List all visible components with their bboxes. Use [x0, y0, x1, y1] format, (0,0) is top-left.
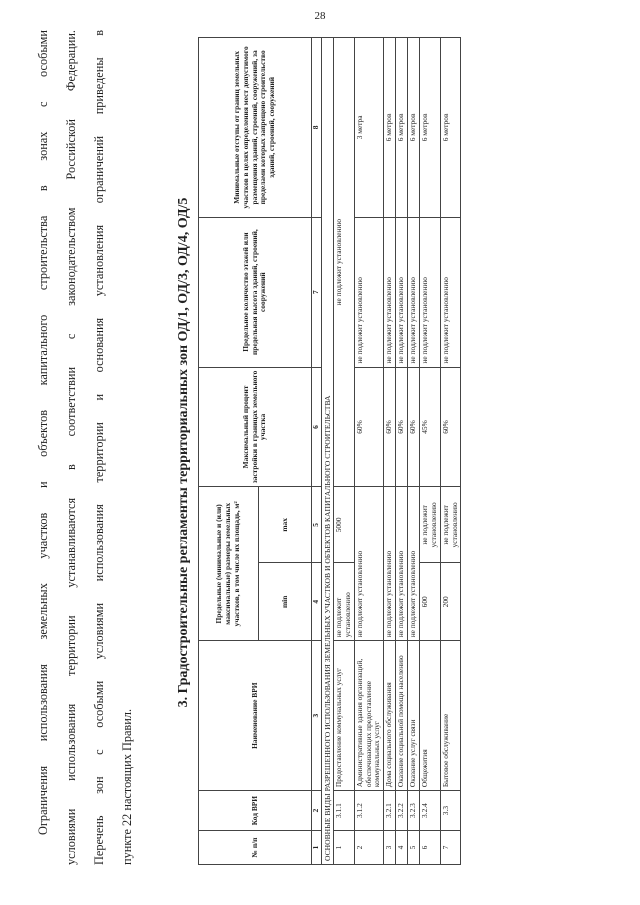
- row-setback: 6 метров: [440, 38, 461, 218]
- row-size-merged: не подлежит установлению: [396, 487, 408, 641]
- regulations-table: [198, 37, 461, 865]
- row-size-merged: не подлежит установлению: [354, 487, 384, 641]
- row-floors: не подлежит установлению: [333, 38, 354, 487]
- row-num: 7: [440, 831, 461, 865]
- section-title: 3. Градостроительные регламенты территориальных зон ОД/1, ОД/3, ОД/4, ОД/5: [176, 197, 191, 708]
- row-setback: 6 метров: [408, 38, 420, 218]
- header-percent: Максимальный процент застройки в границах земельного участка: [199, 367, 312, 487]
- row-setback: 6 метров: [419, 38, 440, 218]
- row-size-merged: не подлежит установлению: [408, 487, 420, 641]
- row-name: Дома социального обслуживания: [384, 641, 396, 791]
- col-number: 8: [312, 38, 322, 218]
- row-num: 4: [396, 831, 408, 865]
- row-setback: 3 метра: [354, 38, 384, 218]
- row-name: Общежития: [419, 641, 440, 791]
- header-code: Код ВРИ: [199, 791, 312, 831]
- row-num: 5: [408, 831, 420, 865]
- row-floors: не подлежит установлению: [384, 217, 396, 367]
- row-percent: 60%: [384, 367, 396, 487]
- col-number: 2: [312, 791, 322, 831]
- header-name: Наименование ВРИ: [199, 641, 312, 791]
- row-max: 5000: [333, 487, 354, 563]
- row-percent: 60%: [440, 367, 461, 487]
- col-number: 4: [312, 563, 322, 641]
- row-name: Оказание услуг связи: [408, 641, 420, 791]
- row-num: 3: [384, 831, 396, 865]
- row-setback: 6 метров: [396, 38, 408, 218]
- row-floors: не подлежит установлению: [419, 217, 440, 367]
- row-percent: 60%: [354, 367, 384, 487]
- row-name: Оказание социальной помощи населению: [396, 641, 408, 791]
- row-code: 3.1.2: [354, 791, 384, 831]
- col-number: 7: [312, 217, 322, 367]
- row-name: Предоставление коммунальных услуг: [333, 641, 354, 791]
- row-floors: не подлежит установлению: [396, 217, 408, 367]
- row-min: 600: [419, 563, 440, 641]
- row-percent: 45%: [419, 367, 440, 487]
- row-percent: 60%: [408, 367, 420, 487]
- row-floors: не подлежит установлению: [354, 217, 384, 367]
- row-max: не подлежит установлению: [440, 487, 461, 563]
- col-number: 5: [312, 487, 322, 563]
- header-size: Предельные (минимальные и (или) максимальные) размеры земельных участков, в том числе их площадь, м²: [199, 487, 259, 641]
- col-number: 6: [312, 367, 322, 487]
- col-number: 3: [312, 641, 322, 791]
- row-size-merged: не подлежит установлению: [384, 487, 396, 641]
- row-setback: 6 метров: [384, 38, 396, 218]
- row-code: 3.2.3: [408, 791, 420, 831]
- row-code: 3.2.4: [419, 791, 440, 831]
- header-num: № п/п: [199, 831, 312, 865]
- page-number: 28: [314, 10, 326, 22]
- row-floors: не подлежит установлению: [408, 217, 420, 367]
- row-min: 200: [440, 563, 461, 641]
- header-floors: Предельное количество этажей или предельная высота зданий, строений, сооружений: [199, 217, 312, 367]
- paragraph-line: условиями использования территории устанавливаются в соответствии с законодательством Российской Федерации.: [64, 30, 78, 865]
- paragraph-line: пункте 22 настоящих Правил.: [120, 708, 134, 865]
- row-code: 3.2.2: [396, 791, 408, 831]
- row-num: 2: [354, 831, 384, 865]
- row-min: не подлежит установлению: [333, 563, 354, 641]
- header-max: max: [259, 487, 312, 563]
- header-min: min: [259, 563, 312, 641]
- row-num: 6: [419, 831, 440, 865]
- section-row: ОСНОВНЫЕ ВИДЫ РАЗРЕШЕННОГО ИСПОЛЬЗОВАНИЯ ЗЕМЕЛЬНЫХ УЧАСТКОВ И ОБЪЕКТОВ КАПИТАЛЬНОГО СТРОИТЕЛЬСТВА: [321, 38, 333, 865]
- row-name: Административные здания организаций, обеспечивающих предоставление коммунальных услуг: [354, 641, 384, 791]
- col-number: 1: [312, 831, 322, 865]
- paragraph-line: Перечень зон с особыми условиями использования территории и основания установления ограничений приведены в: [92, 30, 106, 865]
- row-name: Бытовое обслуживание: [440, 641, 461, 791]
- row-floors: не подлежит установлению: [440, 217, 461, 367]
- row-code: 3.1.1: [333, 791, 354, 831]
- header-setback: Минимальные отступы от границ земельных участков в целях определения мест допустимого размещения зданий, строений, сооружений, за пределами которых запрещено строительство зданий, строений, сооружений: [199, 38, 312, 218]
- paragraph-line: Ограничения использования земельных участков и объектов капитального строительства в зонах с особыми: [36, 30, 50, 835]
- row-max: не подлежит установлению: [419, 487, 440, 563]
- row-num: 1: [333, 831, 354, 865]
- row-code: 3.3: [440, 791, 461, 831]
- row-percent: 60%: [396, 367, 408, 487]
- row-code: 3.2.1: [384, 791, 396, 831]
